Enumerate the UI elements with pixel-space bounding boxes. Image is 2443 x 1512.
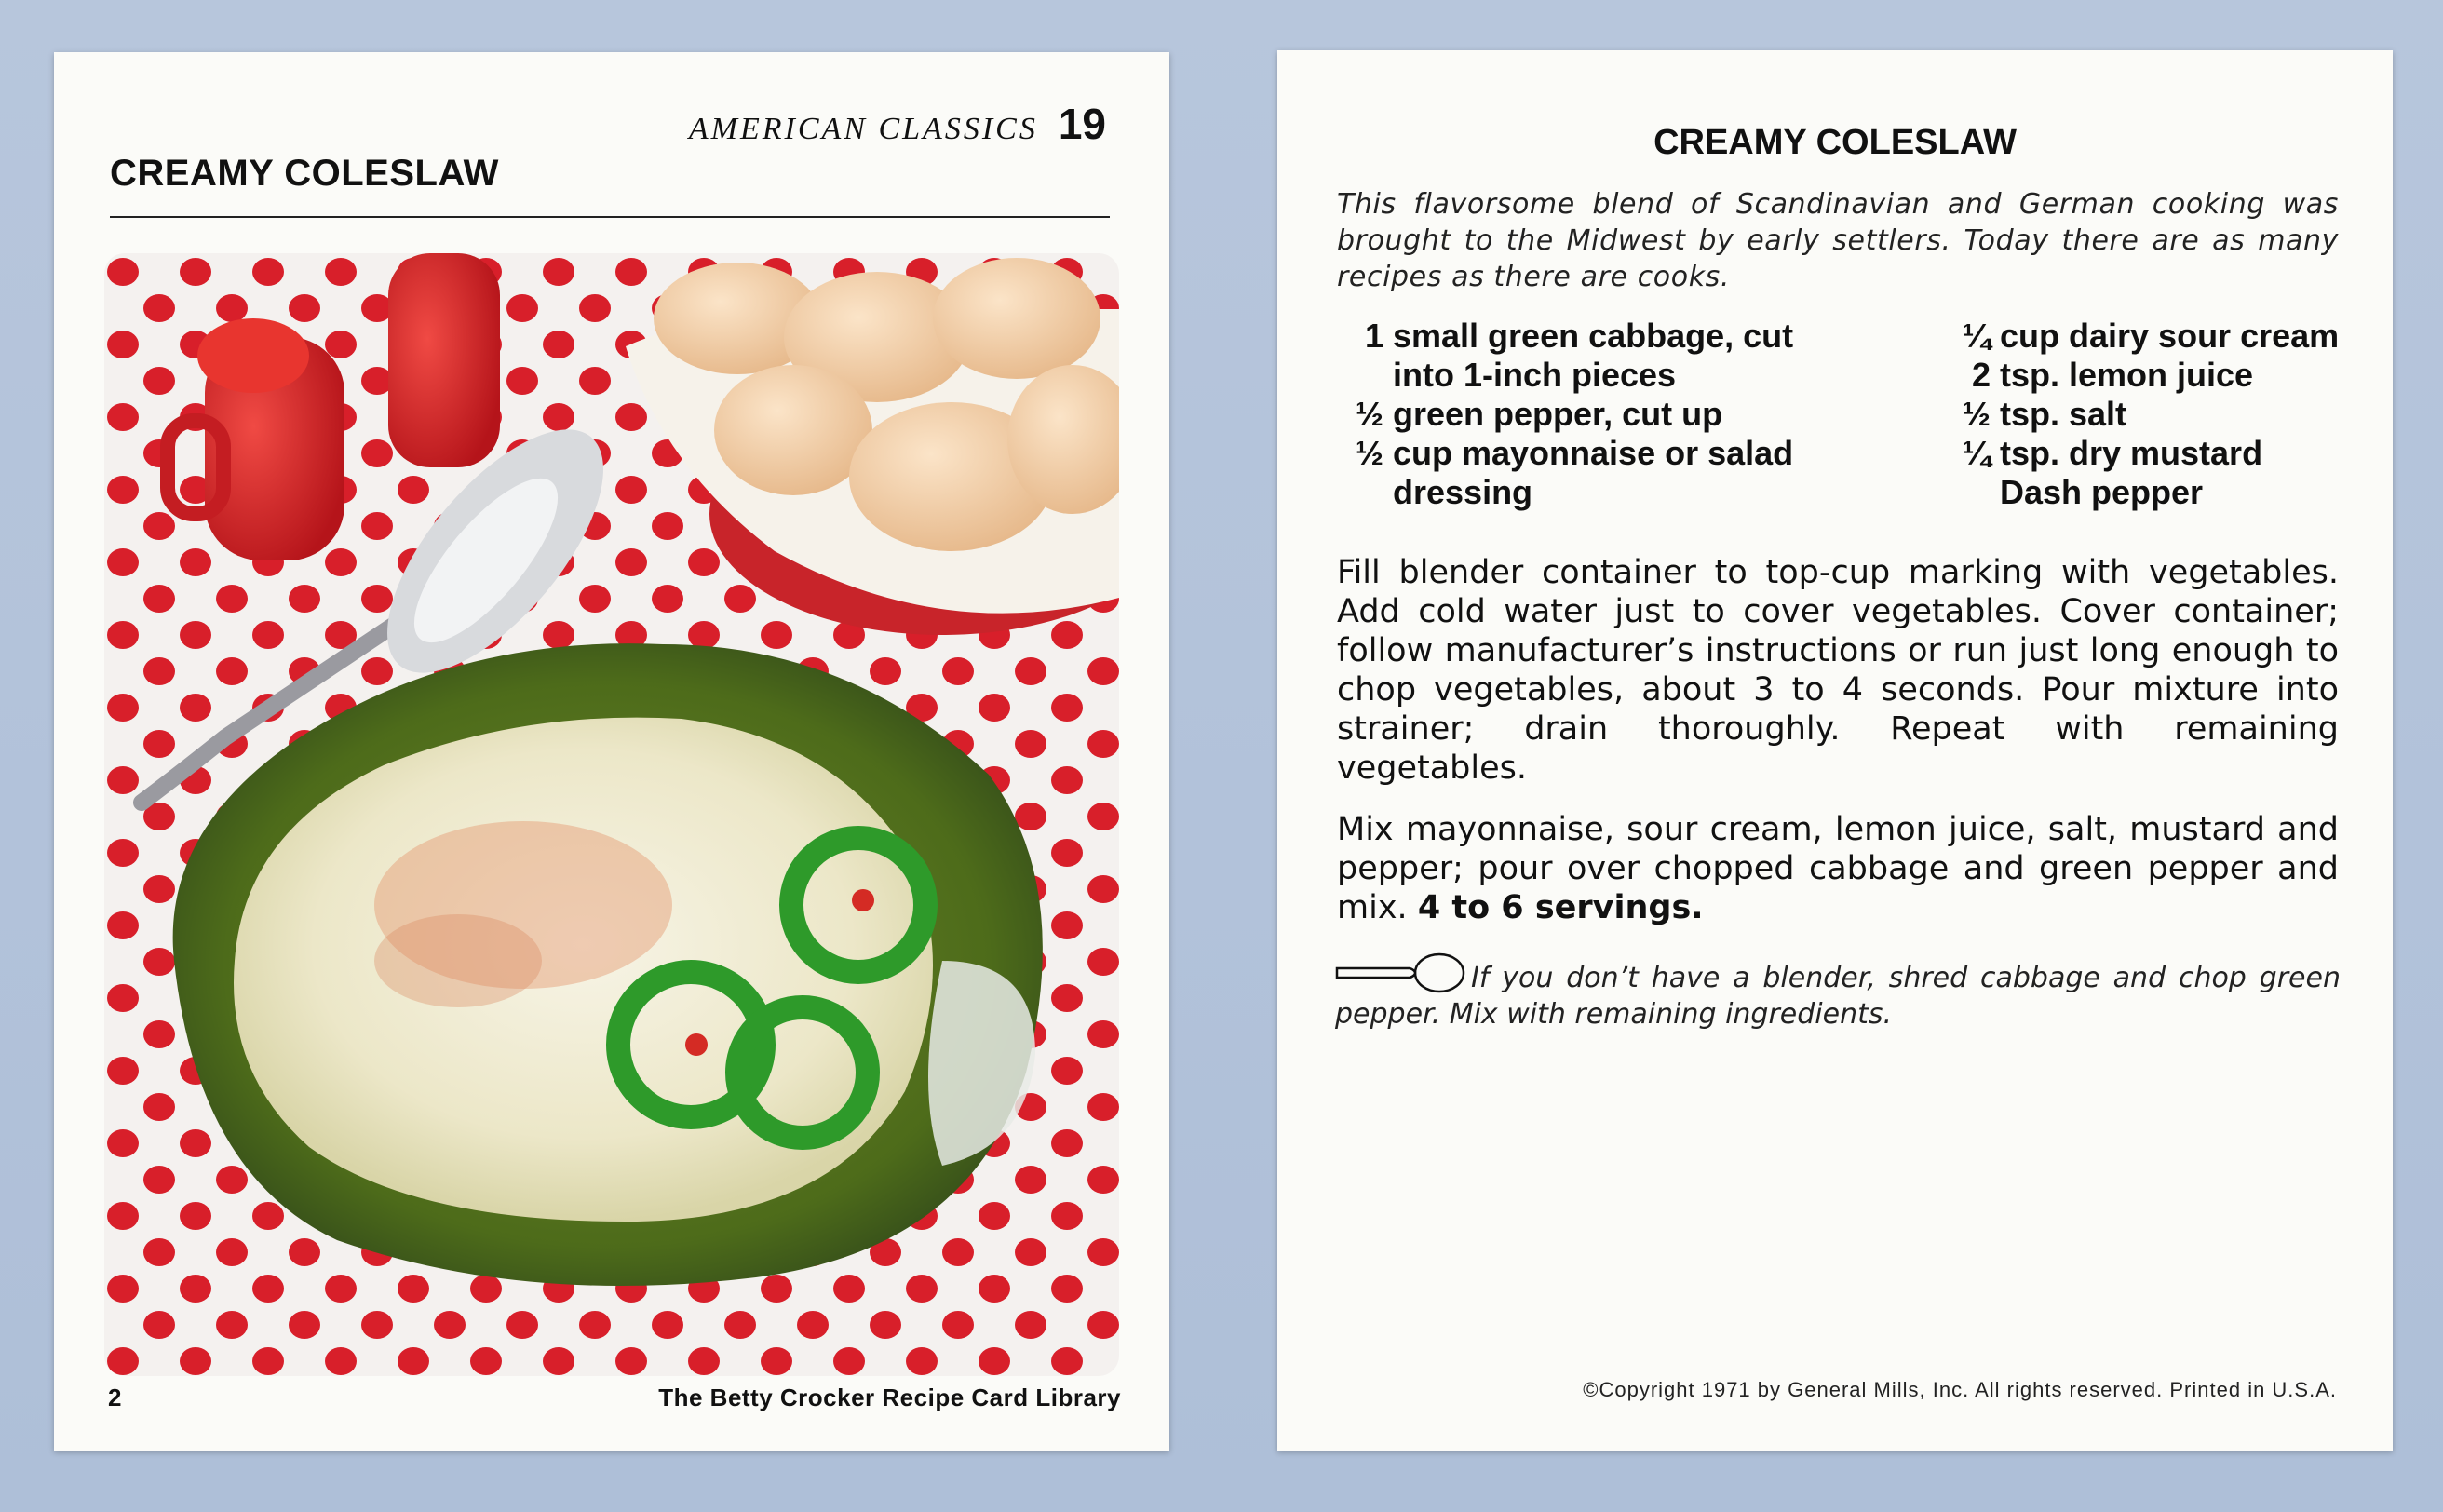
series-name: AMERICAN CLASSICS — [688, 112, 1038, 146]
tip-text: If you don’t have a blender, shred cabbage and chop green pepper. Mix with remaining ingredients. — [1335, 962, 2341, 1031]
ingredient: ½ tsp. salt — [1962, 395, 2127, 433]
directions — [1337, 553, 2339, 950]
ingredient: 2 tsp. lemon juice — [1971, 356, 2254, 394]
tip — [1335, 950, 2341, 1033]
ingredient: ¼ cup dairy sour cream — [1962, 317, 2340, 355]
card-number: 19 — [1058, 100, 1106, 148]
recipe-title: CREAMY COLESLAW — [1653, 123, 2017, 162]
card-header — [689, 99, 1106, 149]
front-card — [54, 52, 1169, 1451]
copyright: ©Copyright 1971 by General Mills, Inc. All rights reserved. Printed in U.S.A. — [1583, 1378, 2337, 1401]
servings: 4 to 6 servings. — [1417, 889, 1704, 926]
recipe-intro: This flavorsome blend of Scandinavian and German cooking was brought to the Midwest by early settlers. Today there are as many recipes as there are cooks. — [1337, 188, 2339, 293]
coleslaw-photo — [104, 253, 1119, 1376]
title-divider — [110, 216, 1110, 218]
ingredient: ½ green pepper, cut up — [1355, 395, 1723, 433]
ingredient: ½ cup mayonnaise or salad dressing — [1355, 434, 1794, 511]
ingredient: Dash pepper — [2000, 473, 2204, 511]
ingredient: ¼ tsp. dry mustard — [1962, 434, 2263, 472]
ingredient: 1 small green cabbage, cut into 1-inch pieces — [1364, 317, 1794, 394]
front-title: CREAMY COLESLAW — [110, 153, 499, 194]
page-number: 2 — [108, 1384, 122, 1411]
ingredients-left — [1337, 317, 1821, 512]
spoon-icon — [1335, 950, 1465, 996]
library-credit: The Betty Crocker Recipe Card Library — [658, 1384, 1121, 1411]
direction-step-1: Fill blender container to top-cup marking with vegetables. Add cold water just to cover vegetables. Cover container; follow manufacturer’s instructions or run just long enough to chop vegetables, about 3 to 4 seconds. Pour mixture into strainer; drain thoroughly. Repeat with remaining vegetables. — [1337, 554, 2339, 787]
back-card — [1277, 50, 2393, 1451]
direction-step-2: Mix mayonnaise, sour cream, lemon juice, salt, mustard and pepper; pour over chopped cabbage and green pepper and mix. 4 to 6 servings. — [1337, 811, 2339, 926]
ingredients-right — [1944, 317, 2372, 512]
